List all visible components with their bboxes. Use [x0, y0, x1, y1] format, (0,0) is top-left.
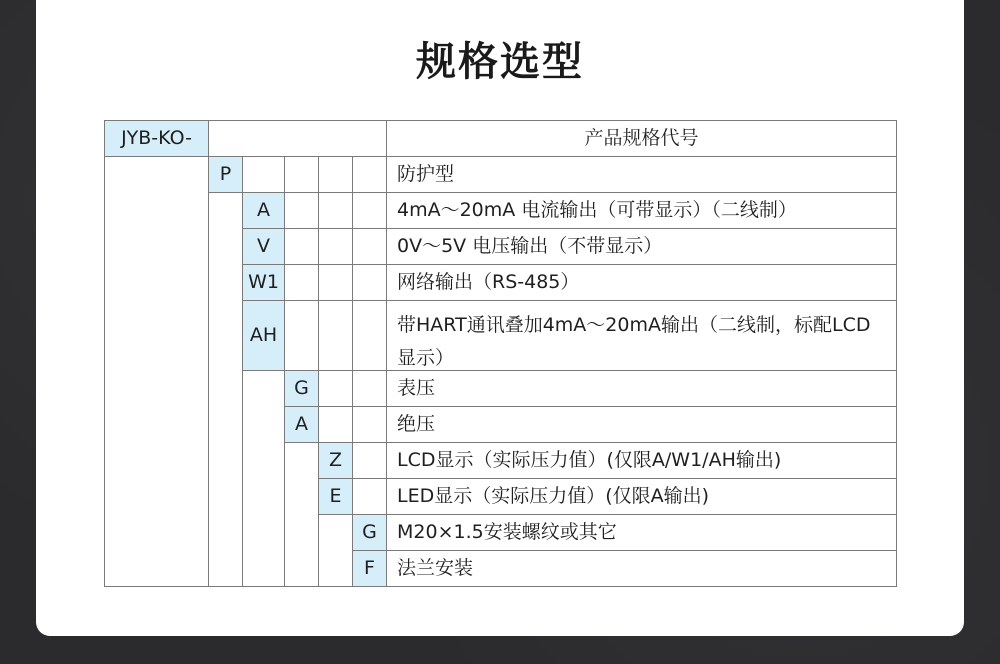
code-cell: AH	[242, 300, 284, 370]
desc-cell: 网络输出（RS-485）	[386, 264, 896, 300]
code-cell: F	[352, 550, 386, 586]
code-cell: P	[208, 156, 242, 192]
model-prefix-cell: JYB-KO-	[104, 120, 208, 156]
code-cell: A	[242, 192, 284, 228]
desc-cell: 防护型	[386, 156, 896, 192]
page-title: 规格选型	[416, 39, 584, 85]
desc-cell: 法兰安装	[386, 550, 896, 586]
desc-cell: 表压	[386, 370, 896, 406]
code-cell: V	[242, 228, 284, 264]
code-cell: G	[352, 514, 386, 550]
code-cell: A	[284, 406, 318, 442]
desc-cell: M20×1.5安装螺纹或其它	[386, 514, 896, 550]
code-cell: W1	[242, 264, 284, 300]
code-cell: E	[318, 478, 352, 514]
code-cell: Z	[318, 442, 352, 478]
desc-cell: 带HART通讯叠加4mA～20mA输出（二线制，标配LCD显示）	[386, 300, 896, 370]
code-cell: G	[284, 370, 318, 406]
desc-cell: 4mA～20mA 电流输出（可带显示）（二线制）	[386, 192, 896, 228]
desc-cell: LED显示（实际压力值）(仅限A输出)	[386, 478, 896, 514]
spec-card	[36, 0, 964, 636]
spec-code-header: 产品规格代号	[386, 120, 896, 156]
desc-cell: 0V～5V 电压输出（不带显示）	[386, 228, 896, 264]
desc-cell: 绝压	[386, 406, 896, 442]
desc-cell: LCD显示（实际压力值）(仅限A/W1/AH输出)	[386, 442, 896, 478]
